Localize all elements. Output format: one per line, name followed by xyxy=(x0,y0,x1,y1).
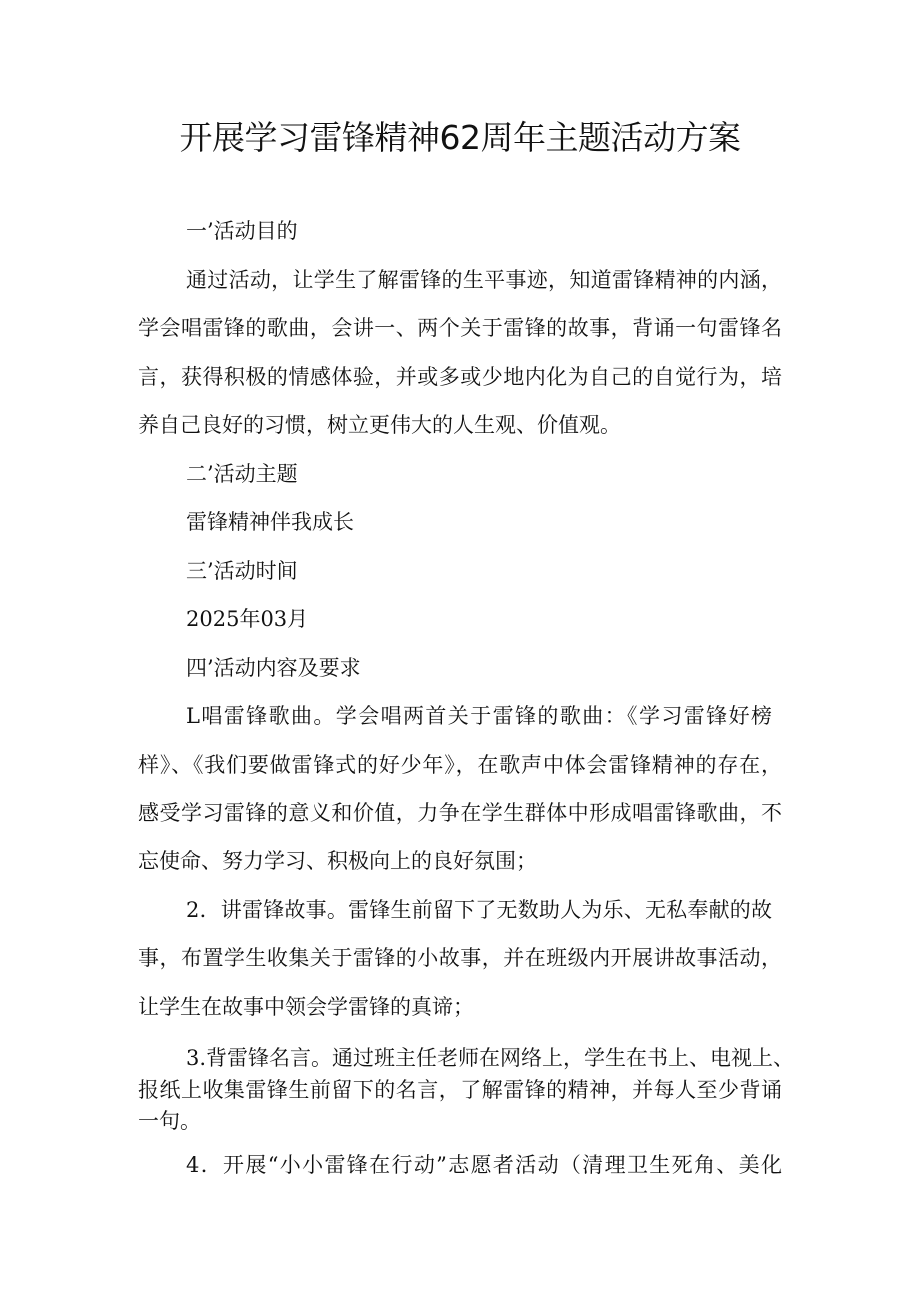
paragraph-line: 学会唱雷锋的歌曲，会讲一、两个关于雷锋的故事，背诵一句雷锋名 xyxy=(138,316,782,340)
paragraph-line: 样》、《我们要做雷锋式的好少年》，在歌声中体会雷锋精神的存在， xyxy=(138,753,782,777)
paragraph-line: 养自己良好的习惯，树立更伟大的人生观、价值观。 xyxy=(138,413,621,437)
section-heading: 二’活动主题 xyxy=(186,462,298,486)
paragraph-line: 忘使命、努力学习、积极向上的良好氛围； xyxy=(138,849,537,873)
paragraph-line: L唱雷锋歌曲。学会唱两首关于雷锋的歌曲：《学习雷锋好榜 xyxy=(186,704,772,728)
paragraph-line: 让学生在故事中领会学雷锋的真谛； xyxy=(138,995,474,1019)
document-title: 开展学习雷锋精神62周年主题活动方案 xyxy=(179,118,741,157)
paragraph-line: 雷锋精神伴我成长 xyxy=(186,510,354,534)
paragraph-line: 2．讲雷锋故事。雷锋生前留下了无数助人为乐、无私奉献的故 xyxy=(186,898,772,922)
paragraph-line: 报纸上收集雷锋生前留下的名言，了解雷锋的精神，并每人至少背诵 xyxy=(138,1078,782,1102)
paragraph-line: 感受学习雷锋的意义和价值，力争在学生群体中形成唱雷锋歌曲，不 xyxy=(138,801,782,825)
section-heading: 三’活动时间 xyxy=(186,559,298,583)
paragraph-line: 一句。 xyxy=(138,1109,201,1133)
section-heading: 四’活动内容及要求 xyxy=(186,656,361,680)
paragraph-line: 3.背雷锋名言。通过班主任老师在网络上，学生在书上、电视上、 xyxy=(186,1046,795,1070)
paragraph-line: 事，布置学生收集关于雷锋的小故事，并在班级内开展讲故事活动， xyxy=(138,946,782,970)
paragraph-line: 2025年03月 xyxy=(186,607,309,631)
paragraph-line: 言，获得积极的情感体验，并或多或少地内化为自己的自觉行为，培 xyxy=(138,365,782,389)
paragraph-line: 4．开展“小小雷锋在行动”志愿者活动（清理卫生死角、美化 xyxy=(186,1153,782,1177)
section-heading: 一’活动目的 xyxy=(186,219,298,243)
paragraph-line: 通过活动，让学生了解雷锋的生平事迹，知道雷锋精神的内涵， xyxy=(186,268,782,292)
